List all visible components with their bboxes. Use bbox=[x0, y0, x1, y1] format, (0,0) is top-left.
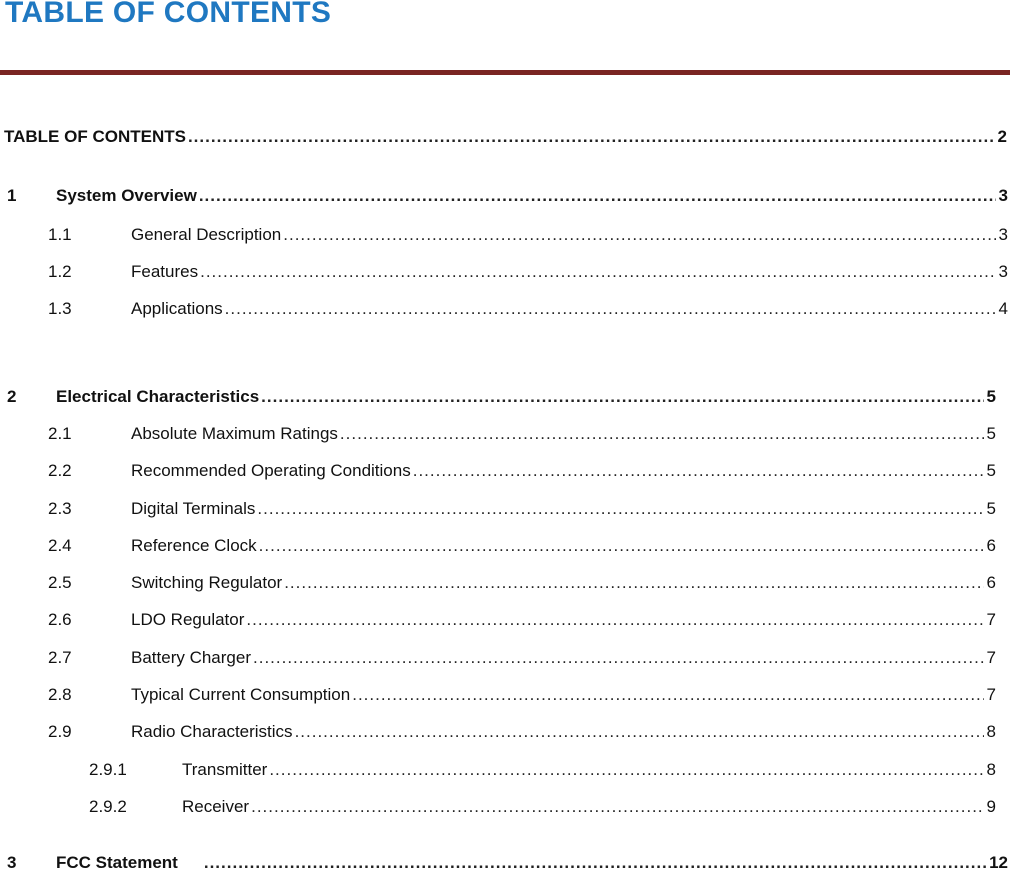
dot-leader bbox=[283, 224, 995, 246]
toc-entry-title: Absolute Maximum Ratings bbox=[131, 424, 338, 443]
toc-entry-title: Features bbox=[131, 262, 199, 281]
toc-entry-page: 5 bbox=[986, 424, 996, 443]
toc-entry-title: Switching Regulator bbox=[131, 573, 283, 592]
toc-entry-page: 3 bbox=[998, 225, 1008, 244]
toc-entry-number: 1.1 bbox=[48, 225, 72, 244]
toc-entry-page: 5 bbox=[986, 461, 996, 480]
toc-entry-title: FCC Statement bbox=[56, 853, 178, 872]
toc-entry-digital-terminals[interactable] bbox=[48, 498, 996, 520]
toc-entry-features[interactable] bbox=[48, 261, 1008, 283]
toc-entry-number: 1.3 bbox=[48, 299, 72, 318]
toc-entry-page: 6 bbox=[986, 573, 996, 592]
toc-entry-table-of-contents[interactable] bbox=[4, 126, 1007, 148]
toc-entry-title: General Description bbox=[131, 225, 282, 244]
toc-entry-applications[interactable] bbox=[48, 298, 1008, 320]
toc-entry-recommended-operating-conditions[interactable] bbox=[48, 460, 996, 482]
dot-leader bbox=[413, 460, 984, 482]
toc-entry-title: Applications bbox=[131, 299, 223, 318]
toc-entry-page: 9 bbox=[986, 797, 996, 816]
toc-entry-title: Electrical Characteristics bbox=[56, 387, 260, 406]
toc-entry-number: 2.9.2 bbox=[89, 797, 127, 816]
toc-entry-title: Receiver bbox=[182, 797, 250, 816]
toc-entry-number: 2 bbox=[7, 387, 17, 406]
toc-entry-title: Typical Current Consumption bbox=[131, 685, 351, 704]
toc-entry-page: 3 bbox=[998, 262, 1008, 281]
toc-entry-page: 7 bbox=[986, 610, 996, 629]
toc-entry-number: 2.4 bbox=[48, 536, 72, 555]
dot-leader bbox=[251, 796, 983, 818]
toc-entry-title: Transmitter bbox=[182, 760, 268, 779]
toc-entry-page: 12 bbox=[989, 853, 1008, 872]
toc-entry-title: Reference Clock bbox=[131, 536, 257, 555]
toc-entry-number: 2.2 bbox=[48, 461, 72, 480]
dot-leader bbox=[200, 261, 995, 283]
toc-entry-number: 2.9 bbox=[48, 722, 72, 741]
toc-entry-title: System Overview bbox=[56, 186, 197, 205]
dot-leader bbox=[352, 684, 983, 706]
dot-leader bbox=[295, 721, 984, 743]
dot-leader bbox=[188, 126, 995, 148]
toc-entry-reference-clock[interactable] bbox=[48, 535, 996, 557]
toc-entry-electrical-characteristics[interactable] bbox=[7, 386, 996, 408]
toc-entry-page: 3 bbox=[998, 186, 1008, 205]
toc-entry-title: Digital Terminals bbox=[131, 499, 256, 518]
toc-entry-page: 6 bbox=[986, 536, 996, 555]
toc-entry-switching-regulator[interactable] bbox=[48, 572, 996, 594]
toc-entry-number: 2.3 bbox=[48, 499, 72, 518]
toc-entry-page: 5 bbox=[986, 387, 996, 406]
toc-entry-page: 8 bbox=[986, 722, 996, 741]
dot-leader bbox=[259, 535, 984, 557]
toc-entry-transmitter[interactable] bbox=[89, 759, 996, 781]
toc-entry-page: 7 bbox=[986, 648, 996, 667]
toc-entry-number: 3 bbox=[7, 853, 17, 872]
toc-entry-number: 2.8 bbox=[48, 685, 72, 704]
toc-entry-number: 2.1 bbox=[48, 424, 72, 443]
dot-leader bbox=[257, 498, 983, 520]
toc-entry-title: LDO Regulator bbox=[131, 610, 245, 629]
toc-entry-title: TABLE OF CONTENTS bbox=[4, 127, 186, 146]
toc-entry-title: Radio Characteristics bbox=[131, 722, 293, 741]
dot-leader bbox=[246, 609, 983, 631]
toc-entry-page: 5 bbox=[986, 499, 996, 518]
toc-entry-page: 7 bbox=[986, 685, 996, 704]
dot-leader bbox=[284, 572, 983, 594]
toc-entry-receiver[interactable] bbox=[89, 796, 996, 818]
toc-entry-fcc-statement[interactable] bbox=[7, 852, 1008, 874]
dot-leader bbox=[225, 298, 996, 320]
toc-entry-page: 2 bbox=[997, 127, 1007, 146]
toc-entry-page: 4 bbox=[998, 299, 1008, 318]
toc-entry-number: 2.9.1 bbox=[89, 760, 127, 779]
toc-entry-battery-charger[interactable] bbox=[48, 647, 996, 669]
toc-entry-radio-characteristics[interactable] bbox=[48, 721, 996, 743]
toc-entry-system-overview[interactable] bbox=[7, 185, 1008, 207]
dot-leader bbox=[261, 386, 983, 408]
toc-entry-title: Battery Charger bbox=[131, 648, 251, 667]
page-title: TABLE OF CONTENTS bbox=[5, 0, 332, 29]
toc-entry-absolute-maximum-ratings[interactable] bbox=[48, 423, 996, 445]
toc-entry-title: Recommended Operating Conditions bbox=[131, 461, 411, 480]
toc-entry-page: 8 bbox=[986, 760, 996, 779]
dot-leader bbox=[204, 852, 986, 874]
toc-entry-number: 1.2 bbox=[48, 262, 72, 281]
toc-entry-number: 2.5 bbox=[48, 573, 72, 592]
toc-entry-typical-current-consumption[interactable] bbox=[48, 684, 996, 706]
toc-entry-number: 2.6 bbox=[48, 610, 72, 629]
dot-leader bbox=[253, 647, 984, 669]
toc-entry-general-description[interactable] bbox=[48, 224, 1008, 246]
toc-entry-number: 1 bbox=[7, 186, 17, 205]
dot-leader bbox=[199, 185, 996, 207]
toc-entry-ldo-regulator[interactable] bbox=[48, 609, 996, 631]
dot-leader bbox=[340, 423, 984, 445]
toc-entry-number: 2.7 bbox=[48, 648, 72, 667]
dot-leader bbox=[269, 759, 983, 781]
